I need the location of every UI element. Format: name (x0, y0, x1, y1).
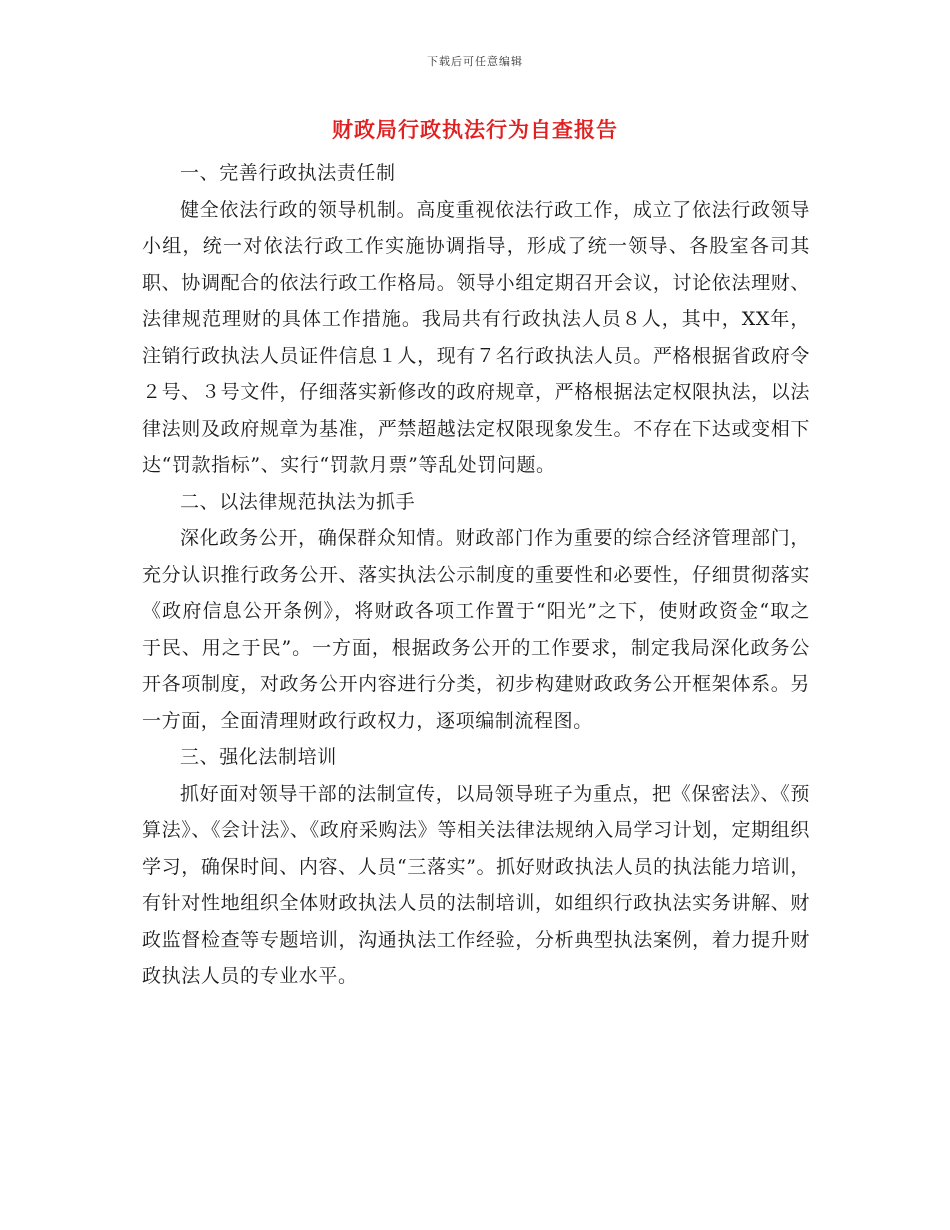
section-paragraph-1: 健全依法行政的领导机制。高度重视依法行政工作，成立了依法行政领导小组，统一对依法行政工作实施协调指导，形成了统一领导、各股室各司其职、协调配合的依法行政工作格局。领导小组定期召开会议，讨论依法理财、法律规范理财的具体工作措施。我局共有行政执法人员８人，其中，XX年，注销行政执法人员证件信息１人，现有７名行政执法人员。严格根据省政府令２号、３号文件，仔细落实新修改的政府规章，严格根据法定权限执法，以法律法则及政府规章为基准，严禁超越法定权限现象发生。不存在下达或变相下达“罚款指标”、实行“罚款月票”等乱处罚问题。 (142, 198, 810, 476)
section-paragraph-3: 抓好面对领导干部的法制宣传，以局领导班子为重点，把《保密法》、《预算法》、《会计法》、《政府采购法》等相关法律法规纳入局学习计划，定期组织学习，确保时间、内容、人员“三落实”。抓好财政执法人员的执法能力培训，有针对性地组织全体财政执法人员的法制培训，如组织行政执法实务讲解、财政监督检查等专题培训，沟通执法工作经验，分析典型执法案例，着力提升财政执法人员的专业水平。 (142, 782, 810, 987)
header-note: 下载后可任意编辑 (427, 55, 523, 68)
section-heading-1: 一、完善行政执法责任制 (180, 162, 396, 184)
section-paragraph-2: 深化政务公开，确保群众知情。财政部门作为重要的综合经济管理部门，充分认识推行政务公开、落实执法公示制度的重要性和必要性，仔细贯彻落实《政府信息公开条例》，将财政各项工作置于“阳光”之下，使财政资金“取之于民、用之于民”。一方面，根据政务公开的工作要求，制定我局深化政务公开各项制度，对政务公开内容进行分类，初步构建财政政务公开框架体系。另一方面，全面清理财政行政权力，逐项编制流程图。 (142, 527, 810, 732)
document-body (142, 155, 810, 995)
section-heading-2: 二、以法律规范执法为抓手 (180, 490, 416, 513)
section-heading-3: 三、强化法制培训 (180, 746, 337, 768)
document-title: 财政局行政执法行为自查报告 (332, 118, 618, 142)
